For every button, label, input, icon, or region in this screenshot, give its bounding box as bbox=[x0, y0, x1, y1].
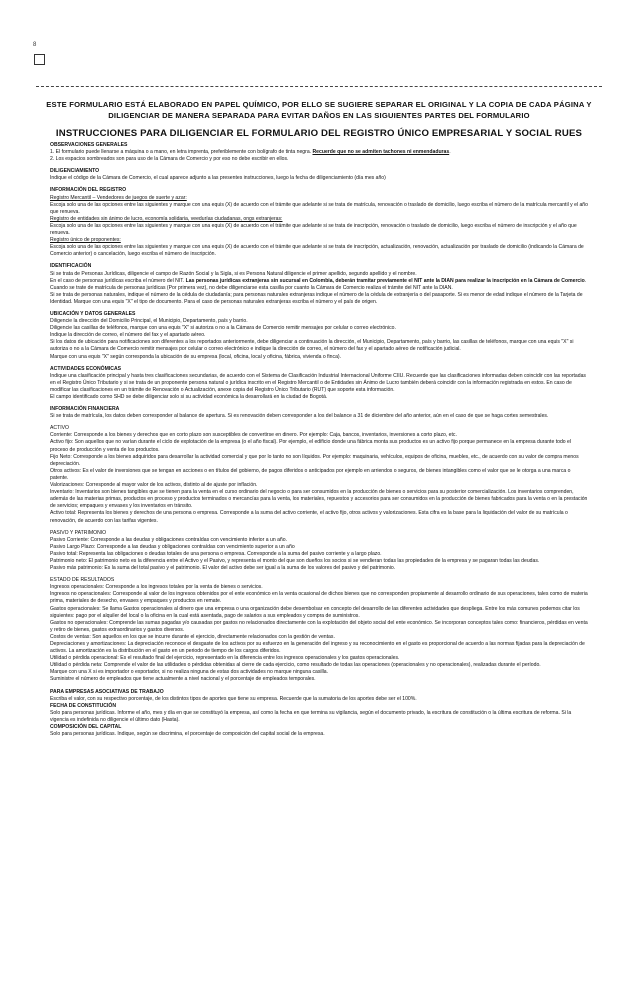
fin-p1: Si se trata de matrícula, los datos deben corresponder al balance de apertura. Si es renovación deben corresponder a los del balance a 31 de diciembre del año anterior, aún en el caso de que se haga cortes semestrales. bbox=[50, 413, 549, 420]
obs-heading: OBSERVACIONES GENERALES bbox=[50, 142, 128, 148]
estado-line: Costos de ventas: Son aquellos en los que se incurre durante el ejercicio, directamente relacionados con la gestión de ventas. bbox=[50, 633, 335, 640]
pasivo-line: Pasivo Corriente: Corresponde a las deudas y obligaciones contraídas con vencimiento inferior a un año. bbox=[50, 536, 287, 543]
act-p2: El campo identificado como SHD se debe diligenciar solo si su actividad económica la desarrollará en la ciudad de Bogotá. bbox=[50, 394, 328, 400]
ubic-p1: Diligencie la dirección del Domicilio Principal, el Municipio, Departamento, país y barrio. bbox=[50, 318, 248, 325]
estado-line: Suministre el número de empleados que tiene actualmente a nivel nacional y el porcentaje de empleados temporales. bbox=[50, 676, 316, 683]
ident-p3: Si se trata de personas naturales, indique el número de la cédula de ciudadanía; para personas naturales extranjeras indique el número de la cédula de extranjería o del pasaporte. Si es menor de edad indique el número de la Tarjeta de Identidad. Marque con una equis "X" el tipo de documento. Para el caso de personas naturales extranjeras escriba el número y el país de origen. bbox=[50, 291, 583, 305]
ubic-p2: Diligencie las casillas de teléfonos, marque con una equis "X" si autoriza o no a la Cámara de Comercio remitir mensajes por celular o correo electrónico. bbox=[50, 325, 396, 332]
page-number: 8 bbox=[33, 42, 37, 48]
cut-line bbox=[36, 86, 602, 87]
estado-line: Ingresos no operacionales: Corresponde al valor de los ingresos obtenidos por el ente económico en la venta ocasional de dichos bienes que no corresponden propiamente al desarrollo ordinario de sus operaciones, tales como de materia prima, materiales de desecho, envases y empaques y productos en remate. bbox=[50, 591, 588, 605]
coop-text: Escriba el valor, con su respectivo porcentaje, de los distintos tipos de aportes que tiene su empresa. Recuerde que la sumatoria de los aportes debe ser el 100%. bbox=[50, 695, 417, 702]
reg-text-1: Escoja solo una de las opciones entre las siguientes y marque con una equis (X) de acuerdo con el trámite que adelante si se trata de matrícula, renovación o traslado de domicilio, luego escriba el número de la matrícula mercantil y el año que renueva. bbox=[50, 201, 588, 215]
reg-text-2: Escoja solo una de las opciones entre las siguientes y marque con una equis (X) de acuerdo con el trámite que adelante si se trata de inscripción, renovación o traslado de domicilio, luego escriba el número de inscripción y el año que renueva. bbox=[50, 222, 577, 237]
pasivo-line: Pasivo Largo Plazo: Corresponde a las deudas y obligaciones contraídas con vencimiento superior a un año bbox=[50, 543, 295, 550]
estado-line: Utilidad o pérdida neta: Comprende el valor de las utilidades o pérdidas obtenidas al cierre de cada ejercicio, como resultado de todas las operaciones (operacionales y no operacionales), realizadas durante el período. bbox=[50, 662, 541, 669]
ident-p1: Si se trata de Personas Jurídicas, diligencie el campo de Razón Social y la Sigla, si es Persona Natural diligencie el primer apellido, segundo apellido y el nombre. bbox=[50, 270, 417, 277]
ubic-p4: Si los datos de ubicación para notificaciones son diferentes a los reportados anteriormente, debe diligenciar a continuación la dirección, el Municipio, Departamento, país y barrio, las casillas de teléfonos, marque con una equis "X" si autoriza o no a la Cámara de Comercio remitir mensajes por celular o correo electrónico e indique la dirección de correo, el número del fax y el apartado aéreo de notificación judicial. bbox=[50, 339, 574, 353]
comp-text: Solo para personas jurídicas. Indique, según se discrimina, el porcentaje de composición del capital social de la empresa. bbox=[50, 731, 325, 738]
dil-heading: DILIGENCIAMIENTO bbox=[50, 168, 100, 175]
pasivo-line: Pasivo total: Representa las obligaciones o deudas totales de una persona o empresa. Corresponde a la suma del pasivo corriente y a largo plazo. bbox=[50, 550, 382, 557]
reg-heading: INFORMACIÓN DEL REGISTRO bbox=[50, 187, 127, 194]
activo-line: Inventario: Inventarios son bienes tangibles que se tienen para la venta en el curso ordinario del negocio o para ser consumidos en la producción de bienes o servicios para su posterior comercialización. Los inventarios comprenden, además de las materias primas, productos en proceso y productos terminados o mercancías para la venta, los materiales, repuestos y accesorios para ser consumidos en la producción de bienes fabricados para la venta o en la prestación de servicios; empaques y envases y los inventarios en tránsito. bbox=[50, 489, 588, 510]
activo-line: Otros activos: Es el valor de inversiones que se tengan en acciones o en títulos del gobierno, de pagos diferidos o anticipados por ejemplo en arriendos o seguros, de bienes intangibles como el valor que se le otorga a una marca o patente. bbox=[50, 467, 571, 481]
ubic-p5: Marque con una equis "X" según corresponda la ubicación de su empresa (local, oficina, local y oficina, fábrica, vivienda o finca). bbox=[50, 353, 342, 360]
fecha-heading: FECHA DE CONSTITUCIÓN bbox=[50, 702, 117, 709]
instructions-body bbox=[50, 142, 590, 738]
act-heading: ACTIVIDADES ECONÓMICAS bbox=[50, 365, 122, 372]
estado-line: Utilidad o pérdida operacional: Es el resultado final del ejercicio, representado en la diferencia entre los ingresos operacionales y los gastos operacionales. bbox=[50, 655, 400, 662]
comp-heading: COMPOSICIÓN DEL CAPITAL bbox=[50, 724, 122, 731]
coop-heading: PARA EMPRESAS ASOCIATIVAS DE TRABAJO bbox=[50, 688, 164, 695]
reg-text-3: Escoja solo una de las opciones entre las siguientes y marque con una equis (X) de acuerdo con el trámite que adelante si se trata de inscripción, actualización, renovación, actualización por traslado de domicilio (indicando la Cámara de Comercio anterior) o cancelación, luego escriba el número de inscripción. bbox=[50, 244, 584, 258]
ident-heading: IDENTIFICACIÓN bbox=[50, 263, 92, 270]
estado-line: Ingresos operacionales: Corresponde a los ingresos totales por la venta de bienes o servicios. bbox=[50, 584, 263, 591]
activo-line: Valorizaciones: Corresponde al mayor valor de los activos, distinto al de ajuste por inflación. bbox=[50, 482, 258, 489]
estado-line: Marque con una X si es importador o exportador, si no realiza ninguna de estas dos actividades no marque ninguna casilla. bbox=[50, 669, 329, 676]
reg-sub-3: Registro único de proponentes: bbox=[50, 237, 121, 244]
activo-line: Activo total: Representa los bienes y derechos de una persona o empresa. Corresponde a la suma del activo corriente, el activo fijo, otros activos y valorizaciones. Esta cifra es la base para la liquidación del valor de su matrícula o renovación, de acuerdo con las tarifas vigentes. bbox=[50, 510, 568, 524]
notice: ESTE FORMULARIO ESTÁ ELABORADO EN PAPEL QUÍMICO, POR ELLO SE SUGIERE SEPARAR EL ORIGINAL Y LA COPIA DE CADA PÁGINA Y DILIGENCIAR DE MANERA SEPARADA PARA EVITAR DAÑOS EN LAS SIGUIENTES PARTES DEL FORMULARIO bbox=[46, 100, 592, 120]
page-title: INSTRUCCIONES PARA DILIGENCIAR EL FORMULARIO DEL REGISTRO ÚNICO EMPRESARIAL Y SOCIAL RUES bbox=[55, 128, 583, 139]
ubic-heading: UBICACIÓN Y DATOS GENERALES bbox=[50, 310, 136, 317]
reg-sub-1: Registro Mercantil – Vendedores de juegos de suerte y azar: bbox=[50, 194, 187, 201]
dil-text: Indique el código de la Cámara de Comercio, el cual aparece adjunto a las presentes instrucciones, luego la fecha de diligenciamiento (día mes año) bbox=[50, 175, 386, 182]
obs-line-2: 2. Los espacios sombreados son para uso de la Cámara de Comercio y por eso no debe escribir en ellos. bbox=[50, 156, 289, 163]
estado-line: Gastos no operacionales: Comprende las sumas pagadas y/o causadas por gastos no relacionados directamente con la explotación del objeto social del ente económico. Se incorporan conceptos tales como: financieros, pérdidas en venta y retiro de bienes, gastos extraordinarios y gastos diversos. bbox=[50, 619, 588, 633]
pasivo-line: Pasivo más patrimonio: Es la suma del total pasivo y el patrimonio. El valor del activo debe ser igual a la suma de los valores del pasivo y del patrimonio. bbox=[50, 565, 396, 572]
activo-line: Fijo Neto: Corresponde a los bienes adquiridos para desarrollar la actividad comercial y que por lo tanto no son líquidos. Por ejemplo: maquinaria, vehículos, equipos de oficina, muebles, etc., de acuerdo con su valor de compra menos depreciación. bbox=[50, 453, 579, 467]
activo-heading: ACTIVO bbox=[50, 425, 69, 432]
ubic-p3: Indique la dirección de correo, el número del fax y el apartado aéreo. bbox=[50, 332, 206, 339]
fecha-text: Solo para personas jurídicas. Informe el año, mes y día en que se constituyó la empresa, así como la fecha en que termina su vigilancia, según el documento privado, la escritura de constitución o la última escritura de reforma. Si la vigencia es indefinida no diligencie el último dato (Hasta). bbox=[50, 709, 572, 723]
pasivo-line: Patrimonio neto: El patrimonio neto es la diferencia entre el Activo y el Pasivo, y representa el monto del que son dueños los socios si se vendieran todas las propiedades de la empresa y se pagaran todas las deudas. bbox=[50, 557, 540, 564]
reg-sub-2: Registro de entidades sin ánimo de lucro, economía solidaria, veedurías ciudadanas, ongs extranjeras: bbox=[50, 215, 283, 222]
corner-box bbox=[34, 54, 45, 65]
estado-heading: ESTADO DE RESULTADOS bbox=[50, 577, 115, 584]
estado-line: Gastos operacionales: Se llama Gastos operacionales al dinero que una empresa o una organización debe desembolsar en concepto del desarrollo de las diferentes actividades que despliega. Entre los más comunes podemos citar los siguientes: pago por el alquiler del local o la oficina en la cual está asentada, pago de salarios a sus empleados y compra de suministros. bbox=[50, 605, 580, 619]
estado-line: Depreciaciones y amortizaciones: La depreciación reconoce el desgaste de los activos por su esfuerzo en la generación del ingreso y su reconocimiento en el gasto es proporcional de acuerdo a las normas fijadas para la depreciación de activos. La amortización es la distribución en el gasto en un periodo de tiempo de los cargos diferidos. bbox=[50, 641, 585, 655]
pasivo-heading: PASIVO Y PATRIMONIO bbox=[50, 529, 107, 536]
activo-line: Corriente: Corresponde a los bienes y derechos que en corto plazo son susceptibles de convertirse en dinero. Por ejemplo: Caja, bancos, inventarios, inversiones a corto plazo, etc. bbox=[50, 432, 457, 439]
activo-line: Activo fijo: Son aquellos que no varían durante el ciclo de explotación de la empresa (o el año fiscal). Por ejemplo, el edificio donde una fábrica monta sus productos es un activo fijo porque permanece en la empresa durante todo el proceso de producción y venta de los productos. bbox=[50, 439, 572, 453]
act-p1: Indique una clasificación principal y hasta tres clasificaciones secundarias, de acuerdo con el Sistema de Clasificación Industrial Internacional Uniforme CIIU. Recuerde que las clasificaciones informadas deben coincidir con las reportadas en el Registro Único Tributario y si se trata de un proponente persona natural o jurídica inscrito en el Registro Mercantil o de Entidades sin Ánimo de Lucro también deberá coincidir con la información registrada en estos. En caso de modificar las clasificaciones en un trámite de Renovación o Actualización, anexe copia del Registro Único Tributario (RUT) que soporte esta información. bbox=[50, 372, 586, 393]
fin-heading: INFORMACIÓN FINANCIERA bbox=[50, 406, 120, 413]
ident-p2: En el caso de personas jurídicas escriba el número del NIT. Las personas jurídicas extranjeras sin sucursal en Colombia, deberán tramitar previamente el NIT ante la DIAN para realizar la inscripción en la Cámara de Comercio. Cuando se trate de matrícula de personas jurídicas (Por primera vez), no debe diligenciarse esta casilla por cuanto la Cámara de Comercio realiza el trámite del NIT ante la DIAN. bbox=[50, 277, 587, 291]
obs-line-1: 1. El formulario puede llenarse a máquina o a mano, en letra imprenta, preferiblemente con bolígrafo de tinta negra. Recuerde que no se admiten tachones ni enmendaduras. bbox=[50, 149, 451, 156]
